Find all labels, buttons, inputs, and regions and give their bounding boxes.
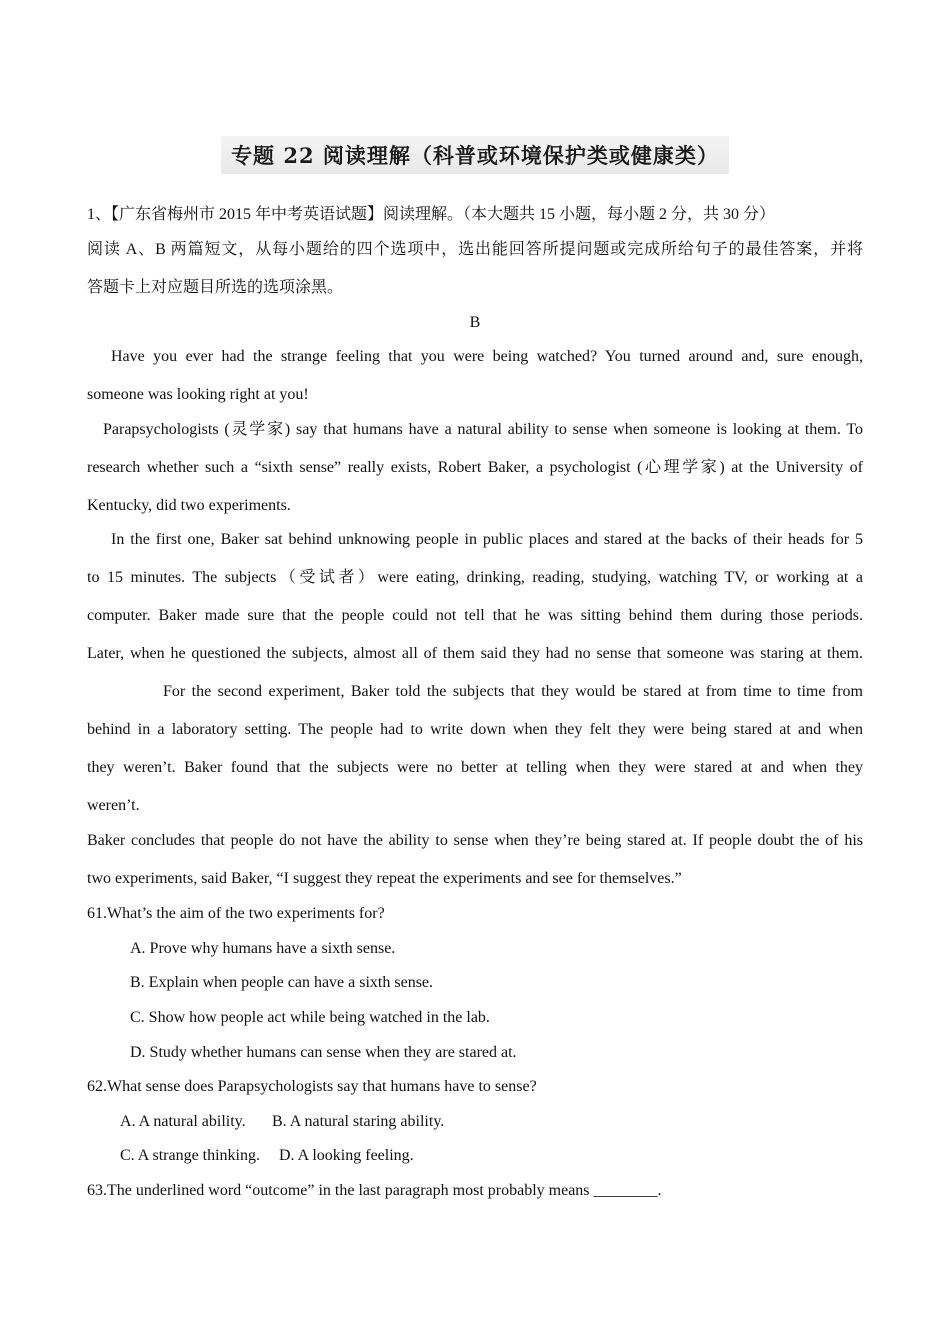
passage-line: research whether such a “sixth sense” really exists, Robert Baker, a psychologist (心理学家) at the University of bbox=[87, 459, 863, 476]
question-61-stem: 61.What’s the aim of the two experiments for? bbox=[87, 905, 385, 922]
question-62-option-b: B. A natural staring ability. bbox=[272, 1113, 445, 1130]
question-62-option-d: D. A looking feeling. bbox=[279, 1147, 414, 1164]
question-62-option-a: A. A natural ability. bbox=[120, 1113, 246, 1130]
passage-line: Kentucky, did two experiments. bbox=[87, 497, 291, 514]
passage-line: For the second experiment, Baker told the subjects that they would be stared at from time to time from bbox=[163, 683, 863, 700]
passage-line: Later, when he questioned the subjects, almost all of them said they had no sense that someone was staring at them. bbox=[87, 645, 863, 662]
question-61-option-c: C. Show how people act while being watched in the lab. bbox=[130, 1009, 490, 1026]
question-63-stem: 63.The underlined word “outcome” in the last paragraph most probably means ________. bbox=[87, 1182, 662, 1199]
passage-line: they weren’t. Baker found that the subjects were no better at telling when they were stared at and when they bbox=[87, 759, 863, 776]
question-62-option-c: C. A strange thinking. bbox=[120, 1147, 260, 1164]
passage-line: two experiments, said Baker, “I suggest they repeat the experiments and see for themselves.” bbox=[87, 870, 682, 887]
intro-line-2: 阅读 A、B 两篇短文，从每小题给的四个选项中，选出能回答所提问题或完成所给句子的最佳答案，并将 bbox=[87, 241, 863, 258]
passage-line: someone was looking right at you! bbox=[87, 386, 309, 403]
passage-line: weren’t. bbox=[87, 797, 140, 814]
title-block bbox=[0, 136, 950, 174]
question-61-option-b: B. Explain when people can have a sixth sense. bbox=[130, 974, 434, 991]
intro-line-3: 答题卡上对应题目所选的选项涂黑。 bbox=[87, 279, 344, 296]
page-title: 专题 22 阅读理解（科普或环境保护类或健康类） bbox=[221, 136, 729, 174]
passage-line: Parapsychologists (灵学家) say that humans have a natural ability to sense when someone is looking at them. To bbox=[103, 421, 863, 438]
passage-line: to 15 minutes. The subjects（受试者）were eating, drinking, reading, studying, watching TV, or working at a bbox=[87, 569, 863, 586]
intro-line-1: 1、【广东省梅州市 2015 年中考英语试题】阅读理解。（本大题共 15 小题，每小题 2 分，共 30 分） bbox=[87, 206, 776, 223]
passage-line: Baker concludes that people do not have the ability to sense when they’re being stared at. If people doubt the of his bbox=[87, 832, 863, 849]
question-61-option-d: D. Study whether humans can sense when they are stared at. bbox=[130, 1044, 517, 1061]
question-62-stem: 62.What sense does Parapsychologists say that humans have to sense? bbox=[87, 1078, 537, 1095]
passage-line: computer. Baker made sure that the people could not tell that he was sitting behind them during those periods. bbox=[87, 607, 863, 624]
passage-line: Have you ever had the strange feeling that you were being watched? You turned around and, sure enough, bbox=[111, 348, 863, 365]
passage-line: behind in a laboratory setting. The people had to write down when they felt they were being stared at and when bbox=[87, 721, 863, 738]
passage-line: In the first one, Baker sat behind unknowing people in public places and stared at the backs of their heads for 5 bbox=[111, 531, 863, 548]
section-label: B bbox=[469, 314, 481, 331]
question-61-option-a: A. Prove why humans have a sixth sense. bbox=[130, 940, 396, 957]
